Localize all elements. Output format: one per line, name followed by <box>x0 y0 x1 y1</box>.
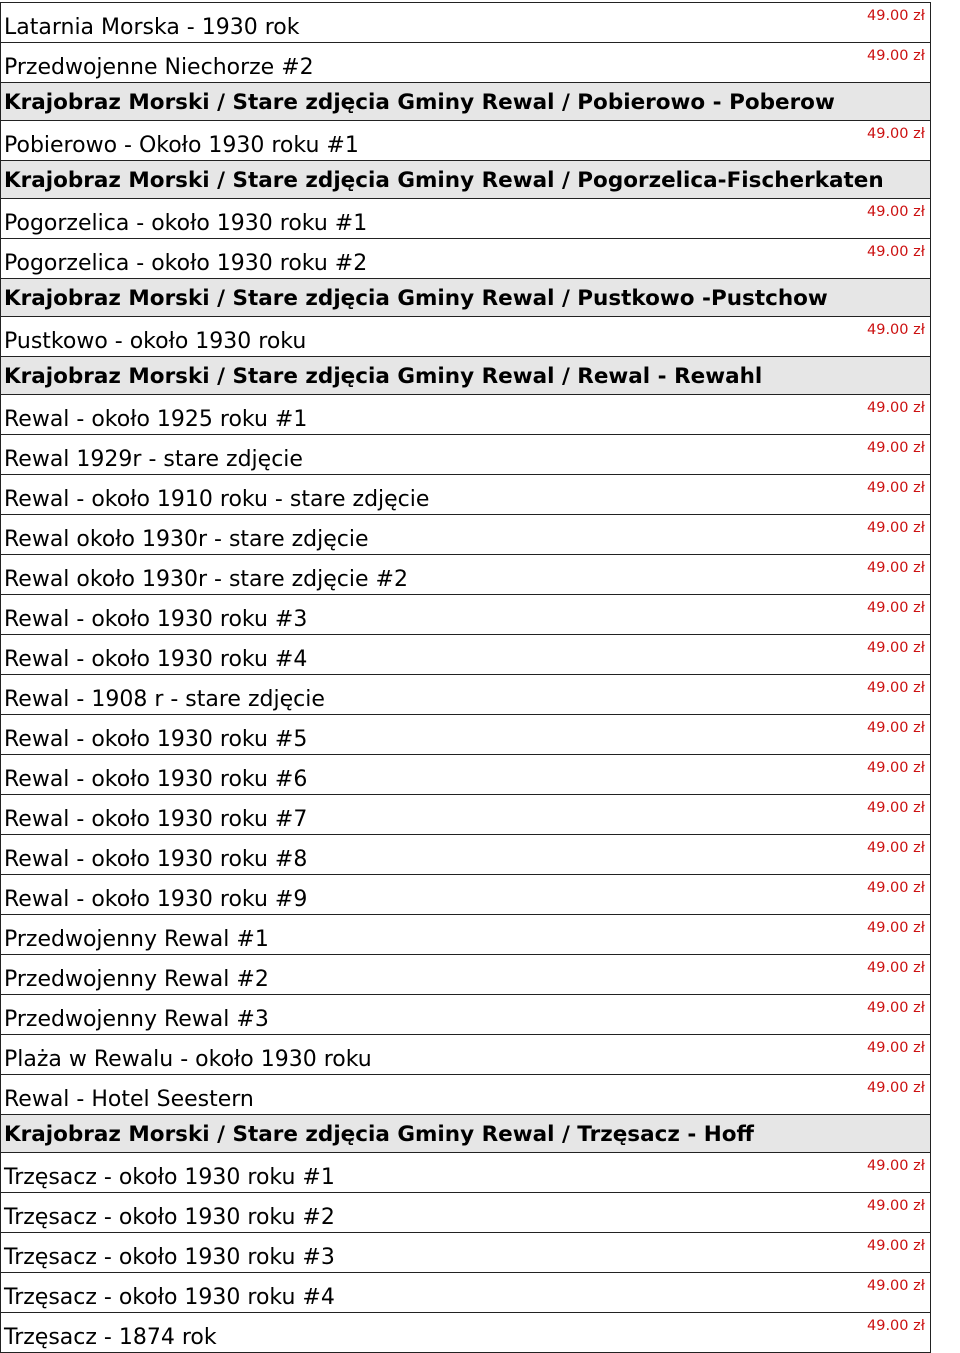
product-price: 49.00 zł <box>867 1318 925 1334</box>
category-path: Krajobraz Morski / Stare zdjęcia Gminy Rewal / Rewal - Rewahl <box>4 364 763 389</box>
product-name[interactable]: Trzęsacz - około 1930 roku #3 <box>4 1245 335 1270</box>
product-price: 49.00 zł <box>867 720 925 736</box>
product-price: 49.00 zł <box>867 600 925 616</box>
product-row <box>1 875 930 915</box>
product-row <box>1 515 930 555</box>
product-name[interactable]: Trzęsacz - 1874 rok <box>4 1325 217 1350</box>
product-name[interactable]: Przedwojenny Rewal #2 <box>4 967 269 992</box>
product-row <box>1 1035 930 1075</box>
category-path: Krajobraz Morski / Stare zdjęcia Gminy Rewal / Pogorzelica-Fischerkaten <box>4 168 884 193</box>
product-row <box>1 43 930 83</box>
product-row <box>1 795 930 835</box>
product-price: 49.00 zł <box>867 1158 925 1174</box>
product-name[interactable]: Rewal około 1930r - stare zdjęcie #2 <box>4 567 408 592</box>
product-price: 49.00 zł <box>867 1000 925 1016</box>
category-path: Krajobraz Morski / Stare zdjęcia Gminy Rewal / Pobierowo - Poberow <box>4 90 835 115</box>
product-name[interactable]: Przedwojenne Niechorze #2 <box>4 55 314 80</box>
product-name[interactable]: Rewal - około 1925 roku #1 <box>4 407 308 432</box>
product-row <box>1 475 930 515</box>
product-price: 49.00 zł <box>867 8 925 24</box>
product-price: 49.00 zł <box>867 480 925 496</box>
product-row <box>1 1233 930 1273</box>
product-name[interactable]: Pobierowo - Około 1930 roku #1 <box>4 133 359 158</box>
product-row <box>1 555 930 595</box>
product-row <box>1 199 930 239</box>
product-name[interactable]: Trzęsacz - około 1930 roku #2 <box>4 1205 335 1230</box>
category-header-row <box>1 279 930 317</box>
product-row <box>1 395 930 435</box>
product-name[interactable]: Rewal - około 1930 roku #3 <box>4 607 308 632</box>
product-name[interactable]: Rewal - około 1930 roku #9 <box>4 887 308 912</box>
product-row <box>1 3 930 43</box>
product-price: 49.00 zł <box>867 322 925 338</box>
product-name[interactable]: Latarnia Morska - 1930 rok <box>4 15 300 40</box>
product-price: 49.00 zł <box>867 204 925 220</box>
product-price: 49.00 zł <box>867 244 925 260</box>
product-name[interactable]: Pogorzelica - około 1930 roku #2 <box>4 251 368 276</box>
product-row <box>1 239 930 279</box>
product-row <box>1 1153 930 1193</box>
product-price: 49.00 zł <box>867 880 925 896</box>
category-header-row <box>1 161 930 199</box>
product-price: 49.00 zł <box>867 960 925 976</box>
product-price: 49.00 zł <box>867 760 925 776</box>
product-name[interactable]: Rewal - około 1930 roku #7 <box>4 807 308 832</box>
product-name[interactable]: Przedwojenny Rewal #1 <box>4 927 269 952</box>
product-name[interactable]: Rewal - Hotel Seestern <box>4 1087 254 1112</box>
category-header-row <box>1 1115 930 1153</box>
product-name[interactable]: Pustkowo - około 1930 roku <box>4 329 307 354</box>
product-price: 49.00 zł <box>867 1080 925 1096</box>
product-name[interactable]: Plaża w Rewalu - około 1930 roku <box>4 1047 372 1072</box>
category-path: Krajobraz Morski / Stare zdjęcia Gminy Rewal / Trzęsacz - Hoff <box>4 1122 754 1147</box>
product-name[interactable]: Rewal - około 1930 roku #5 <box>4 727 308 752</box>
product-price: 49.00 zł <box>867 126 925 142</box>
category-header-row <box>1 357 930 395</box>
product-row <box>1 1313 930 1353</box>
product-row <box>1 915 930 955</box>
product-name[interactable]: Rewal - 1908 r - stare zdjęcie <box>4 687 325 712</box>
product-row <box>1 635 930 675</box>
product-row <box>1 675 930 715</box>
product-price: 49.00 zł <box>867 1278 925 1294</box>
product-price: 49.00 zł <box>867 48 925 64</box>
product-row <box>1 955 930 995</box>
product-row <box>1 1193 930 1233</box>
product-name[interactable]: Rewal - około 1930 roku #8 <box>4 847 308 872</box>
product-row <box>1 317 930 357</box>
price-list-table <box>0 2 931 1353</box>
product-price: 49.00 zł <box>867 920 925 936</box>
product-name[interactable]: Rewal - około 1930 roku #4 <box>4 647 308 672</box>
product-name[interactable]: Trzęsacz - około 1930 roku #4 <box>4 1285 335 1310</box>
product-row <box>1 1075 930 1115</box>
product-row <box>1 1273 930 1313</box>
category-header-row <box>1 83 930 121</box>
product-price: 49.00 zł <box>867 640 925 656</box>
product-name[interactable]: Rewal 1929r - stare zdjęcie <box>4 447 303 472</box>
product-name[interactable]: Rewal - około 1910 roku - stare zdjęcie <box>4 487 430 512</box>
product-price: 49.00 zł <box>867 800 925 816</box>
product-price: 49.00 zł <box>867 1040 925 1056</box>
product-row <box>1 121 930 161</box>
product-row <box>1 435 930 475</box>
product-name[interactable]: Pogorzelica - około 1930 roku #1 <box>4 211 368 236</box>
product-name[interactable]: Trzęsacz - około 1930 roku #1 <box>4 1165 335 1190</box>
product-name[interactable]: Przedwojenny Rewal #3 <box>4 1007 269 1032</box>
product-name[interactable]: Rewal około 1930r - stare zdjęcie <box>4 527 369 552</box>
product-price: 49.00 zł <box>867 520 925 536</box>
category-path: Krajobraz Morski / Stare zdjęcia Gminy Rewal / Pustkowo -Pustchow <box>4 286 828 311</box>
product-row <box>1 835 930 875</box>
product-price: 49.00 zł <box>867 560 925 576</box>
product-price: 49.00 zł <box>867 1238 925 1254</box>
product-price: 49.00 zł <box>867 1198 925 1214</box>
product-row <box>1 715 930 755</box>
product-name[interactable]: Rewal - około 1930 roku #6 <box>4 767 308 792</box>
product-row <box>1 995 930 1035</box>
product-price: 49.00 zł <box>867 680 925 696</box>
product-row <box>1 595 930 635</box>
product-row <box>1 755 930 795</box>
product-price: 49.00 zł <box>867 440 925 456</box>
product-price: 49.00 zł <box>867 840 925 856</box>
product-price: 49.00 zł <box>867 400 925 416</box>
